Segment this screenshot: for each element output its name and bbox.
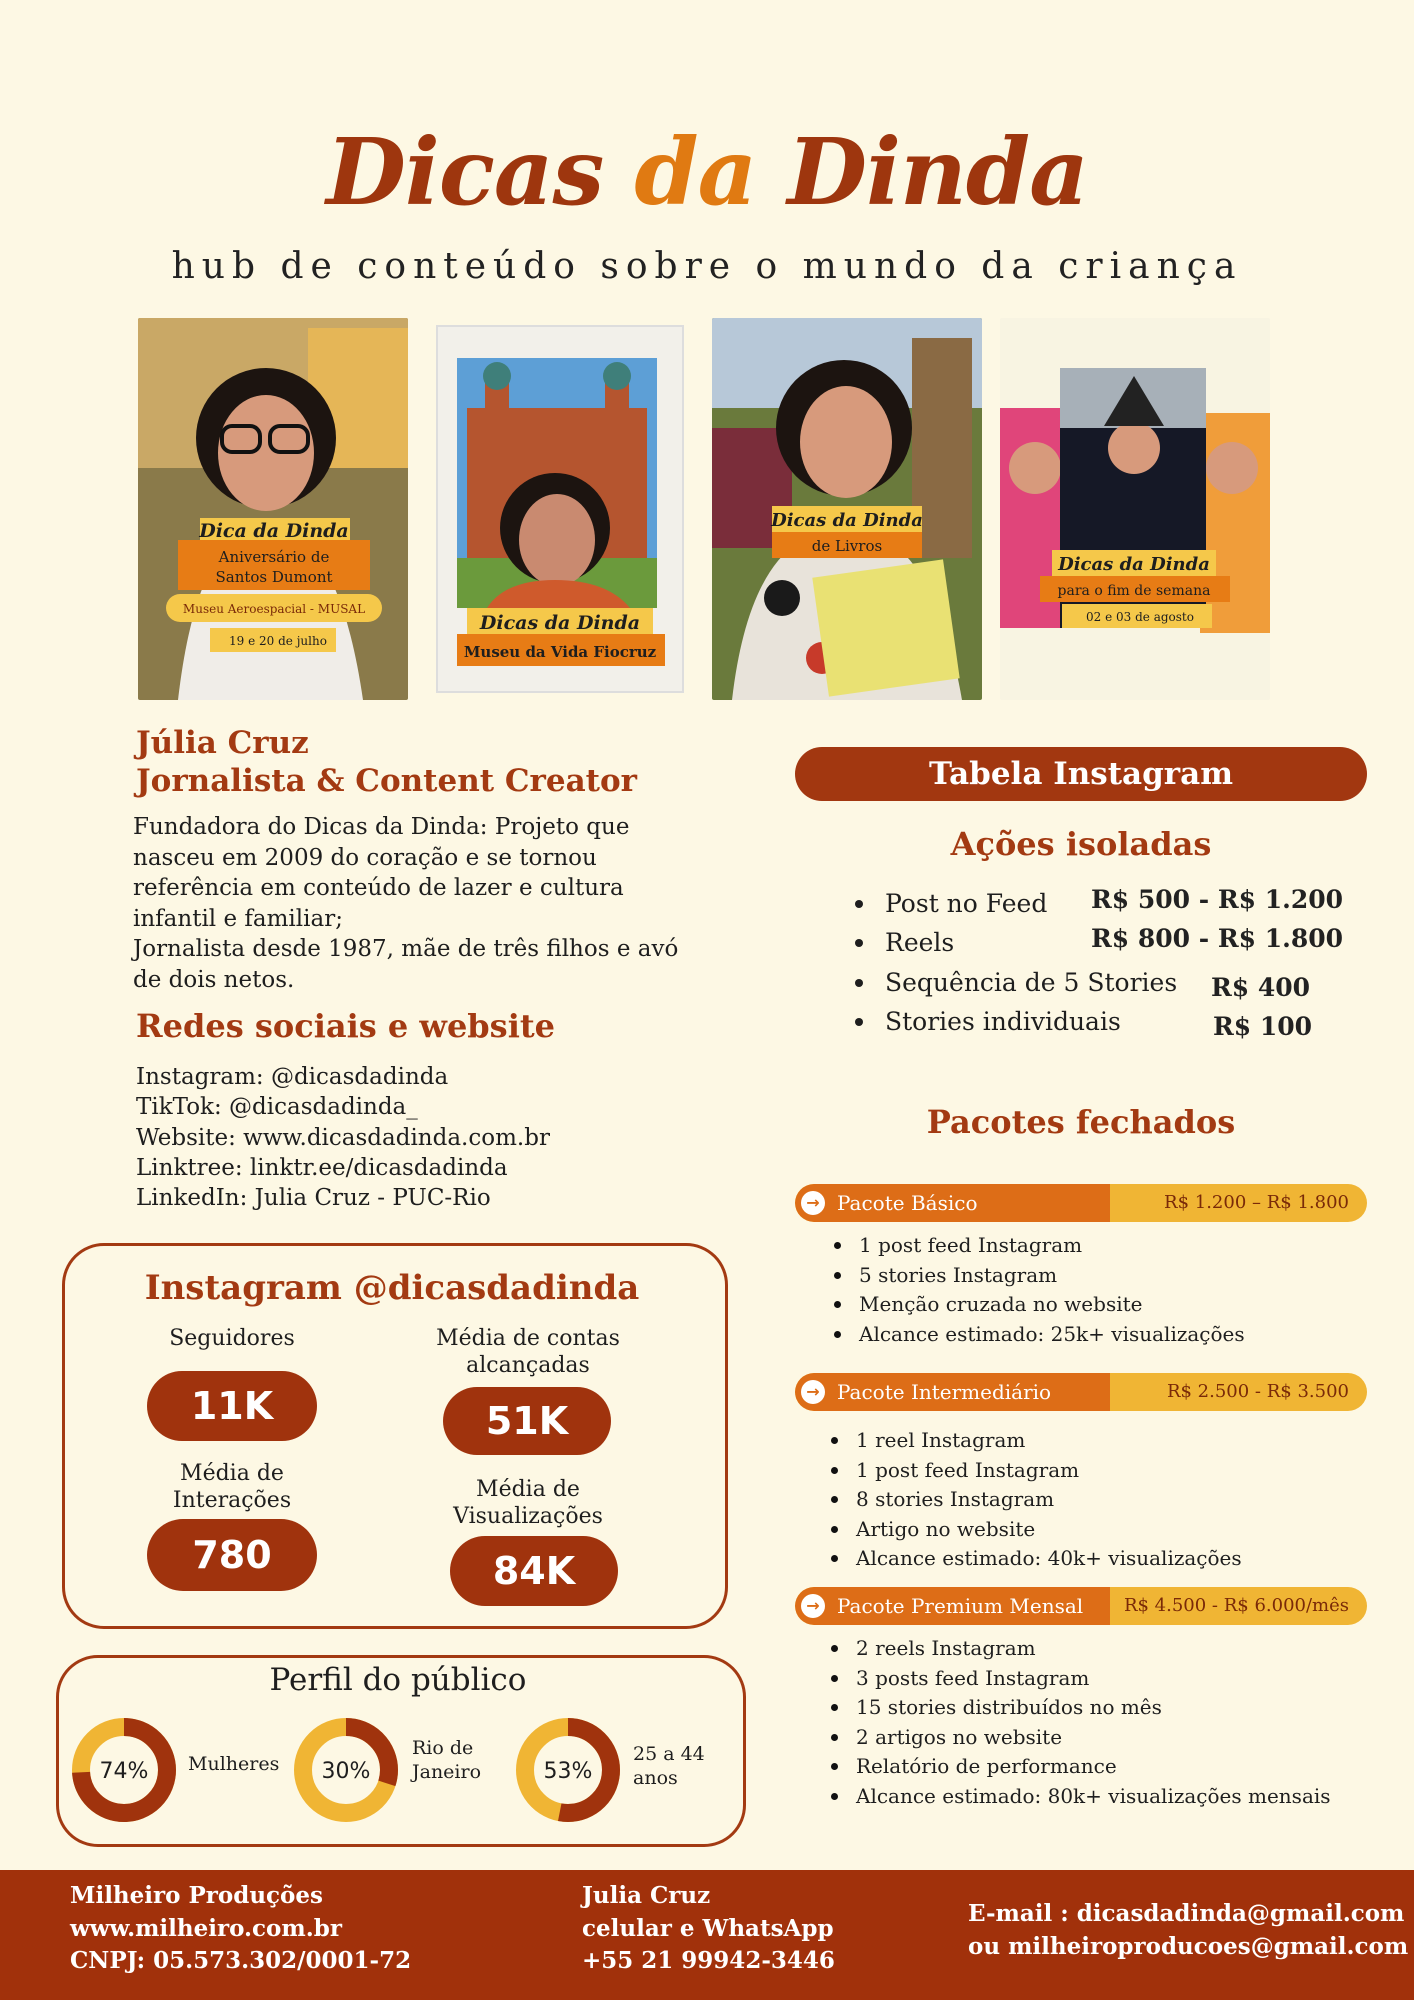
acao-item — [885, 928, 954, 957]
acao-price: R$ 500 - R$ 1.200 — [1091, 885, 1344, 914]
pacote-price: R$ 4.500 - R$ 6.000/mês — [1123, 1595, 1349, 1616]
social-title: Redes sociais e website — [136, 1007, 555, 1045]
pacote-name: Pacote Intermediário — [837, 1380, 1052, 1404]
profile-role: Jornalista & Content Creator — [136, 763, 638, 799]
photo-line: para o fim de semana — [1057, 583, 1211, 599]
photo-fiocruz — [425, 318, 695, 700]
audience-desc-line: Janeiro — [412, 1761, 482, 1783]
bio-line: Jornalista desde 1987, mãe de três filhos e avó — [133, 936, 679, 962]
pacote-basico-bar — [795, 1184, 1367, 1222]
acao-name: Stories individuais — [885, 1007, 1121, 1036]
pacote-premium-items — [828, 1634, 1331, 1811]
footer-company-name: Milheiro Produções — [70, 1882, 323, 1909]
acao-name: Reels — [885, 928, 955, 957]
acoes-title: Ações isoladas — [950, 825, 1212, 863]
acao-price: R$ 400 — [1211, 973, 1311, 1002]
page-title: Dicas da Dinda — [326, 118, 1088, 226]
pacote-premium-bar — [795, 1587, 1367, 1625]
pacote-price: R$ 1.200 – R$ 1.800 — [1164, 1192, 1349, 1213]
social-item-linkedin: LinkedIn: Julia Cruz - PUC-Rio — [136, 1185, 491, 1212]
photo-line: de Livros — [811, 537, 883, 555]
photo-tag: Dicas da Dinda — [771, 510, 923, 531]
acao-price: R$ 100 — [1213, 1012, 1313, 1041]
photo-santos-dumont — [138, 318, 408, 700]
list-item: 3 posts feed Instagram — [828, 1664, 1331, 1694]
audience-desc-age — [633, 1742, 705, 1790]
arrow-right-icon: → — [801, 1380, 825, 1404]
bio-line: infantil e familiar; — [133, 905, 343, 932]
list-item: 1 post feed Instagram — [831, 1231, 1245, 1261]
pacote-intermediario-items — [828, 1426, 1242, 1574]
pacote-intermediario-bar — [795, 1373, 1367, 1411]
list-item: Alcance estimado: 80k+ visualizações mensais — [828, 1782, 1331, 1812]
profile-heading — [136, 724, 637, 800]
audience-title: Perfil do público — [269, 1662, 527, 1698]
list-item: Alcance estimado: 25k+ visualizações — [831, 1320, 1245, 1350]
pacote-name: Pacote Premium Mensal — [837, 1594, 1084, 1618]
donut-women — [81, 1727, 167, 1813]
social-list — [136, 1062, 550, 1213]
interactions-label — [122, 1460, 342, 1514]
bio-line: de dois netos. — [133, 966, 295, 993]
list-item: Relatório de performance — [828, 1752, 1331, 1782]
reach-value: 51K — [443, 1387, 611, 1455]
audience-desc-women — [188, 1752, 279, 1776]
donut-percent-label: 53% — [543, 1759, 593, 1784]
pacote-name: Pacote Básico — [837, 1191, 978, 1215]
donut-percent-label: 74% — [99, 1759, 149, 1784]
list-item: 5 stories Instagram — [831, 1261, 1245, 1291]
photo-line: Aniversário de — [218, 548, 330, 566]
profile-bio — [133, 812, 693, 995]
donut-rio — [303, 1727, 389, 1813]
photo-tag: Dicas da Dinda — [1058, 554, 1210, 575]
pacotes-title: Pacotes fechados — [926, 1103, 1236, 1141]
views-label — [418, 1476, 638, 1530]
list-item: 1 reel Instagram — [828, 1426, 1242, 1456]
views-value: 84K — [450, 1536, 618, 1606]
page-subtitle: hub de conteúdo sobre o mundo da criança — [171, 246, 1243, 287]
photo-date: 02 e 03 de agosto — [1086, 610, 1194, 624]
photo-fim-de-semana — [1000, 318, 1270, 700]
list-item: 15 stories distribuídos no mês — [828, 1693, 1331, 1723]
arrow-right-icon: → — [801, 1594, 825, 1618]
photo-tag: Dica da Dinda — [199, 520, 349, 542]
stats-title: Instagram @dicasdadinda — [144, 1268, 640, 1308]
list-item: 1 post feed Instagram — [828, 1456, 1242, 1486]
audience-desc-line: 25 a 44 — [633, 1743, 705, 1765]
reach-label-line: Média de contas — [436, 1326, 620, 1351]
donut-percent-label: 30% — [321, 1759, 371, 1784]
footer-company — [70, 1880, 411, 1978]
social-item-tiktok: TikTok: @dicasdadinda_ — [136, 1094, 418, 1121]
list-item: Alcance estimado: 40k+ visualizações — [828, 1544, 1242, 1574]
pacote-basico-items — [831, 1231, 1245, 1349]
interactions-label-line: Média de — [180, 1461, 284, 1486]
pacote-price: R$ 2.500 - R$ 3.500 — [1166, 1381, 1349, 1402]
bio-line: referência em conteúdo de lazer e cultura — [133, 875, 624, 901]
acao-item — [885, 889, 1047, 918]
audience-desc-line: anos — [633, 1767, 678, 1789]
interactions-value: 780 — [147, 1519, 317, 1591]
footer-phone[interactable]: +55 21 99942-3446 — [582, 1947, 835, 1974]
reach-label-line: alcançadas — [466, 1353, 590, 1378]
followers-label: Seguidores — [169, 1326, 295, 1351]
audience-desc-line: Mulheres — [188, 1753, 280, 1775]
acao-item — [885, 968, 1177, 997]
photo-livros — [712, 318, 982, 700]
footer-email-1[interactable]: E-mail : dicasdadinda@gmail.com — [968, 1900, 1405, 1927]
list-item: 2 reels Instagram — [828, 1634, 1331, 1664]
list-item: Artigo no website — [828, 1515, 1242, 1545]
photo-line: Museu da Vida Fiocruz — [463, 643, 657, 661]
interactions-label-line: Interações — [172, 1488, 292, 1513]
photo-line: Santos Dumont — [215, 568, 333, 586]
acao-item — [885, 1007, 1121, 1036]
audience-desc-rio — [412, 1736, 481, 1784]
photo-date: 19 e 20 de julho — [229, 634, 327, 648]
acao-name: Sequência de 5 Stories — [885, 968, 1178, 997]
list-item: 2 artigos no website — [828, 1723, 1331, 1753]
list-item: 8 stories Instagram — [828, 1485, 1242, 1515]
views-label-line: Média de — [476, 1477, 580, 1502]
photo-line: Museu Aeroespacial - MUSAL — [182, 602, 366, 616]
audience-desc-line: Rio de — [412, 1737, 474, 1759]
footer-company-site[interactable]: www.milheiro.com.br — [70, 1914, 342, 1942]
footer-email-2[interactable]: ou milheiroproducoes@gmail.com — [968, 1932, 1409, 1960]
social-item-website: Website: www.dicasdadinda.com.br — [136, 1124, 550, 1151]
footer-contact-label: celular e WhatsApp — [582, 1914, 834, 1942]
donut-age — [525, 1727, 611, 1813]
acao-price: R$ 800 - R$ 1.800 — [1091, 924, 1344, 953]
bio-line: Fundadora do Dicas da Dinda: Projeto que — [133, 814, 630, 840]
acao-name: Post no Feed — [885, 889, 1048, 918]
footer-cnpj: CNPJ: 05.573.302/0001-72 — [70, 1947, 412, 1974]
profile-name: Júlia Cruz — [136, 725, 309, 761]
list-item: Menção cruzada no website — [831, 1290, 1245, 1320]
photo-tag: Dicas da Dinda — [479, 612, 641, 634]
reach-label — [418, 1325, 638, 1379]
arrow-right-icon: → — [801, 1191, 825, 1215]
followers-value: 11K — [147, 1371, 317, 1441]
footer-contact-name: Julia Cruz — [582, 1882, 711, 1909]
footer-contact — [582, 1880, 835, 1978]
bio-line: nasceu em 2009 do coração e se tornou — [133, 844, 597, 871]
footer-email — [968, 1898, 1408, 1963]
social-item-instagram: Instagram: @dicasdadinda — [136, 1064, 449, 1090]
views-label-line: Visualizações — [453, 1504, 603, 1529]
instagram-table-header: Tabela Instagram — [795, 747, 1367, 801]
social-item-linktree: Linktree: linktr.ee/dicasdadinda — [136, 1154, 508, 1181]
